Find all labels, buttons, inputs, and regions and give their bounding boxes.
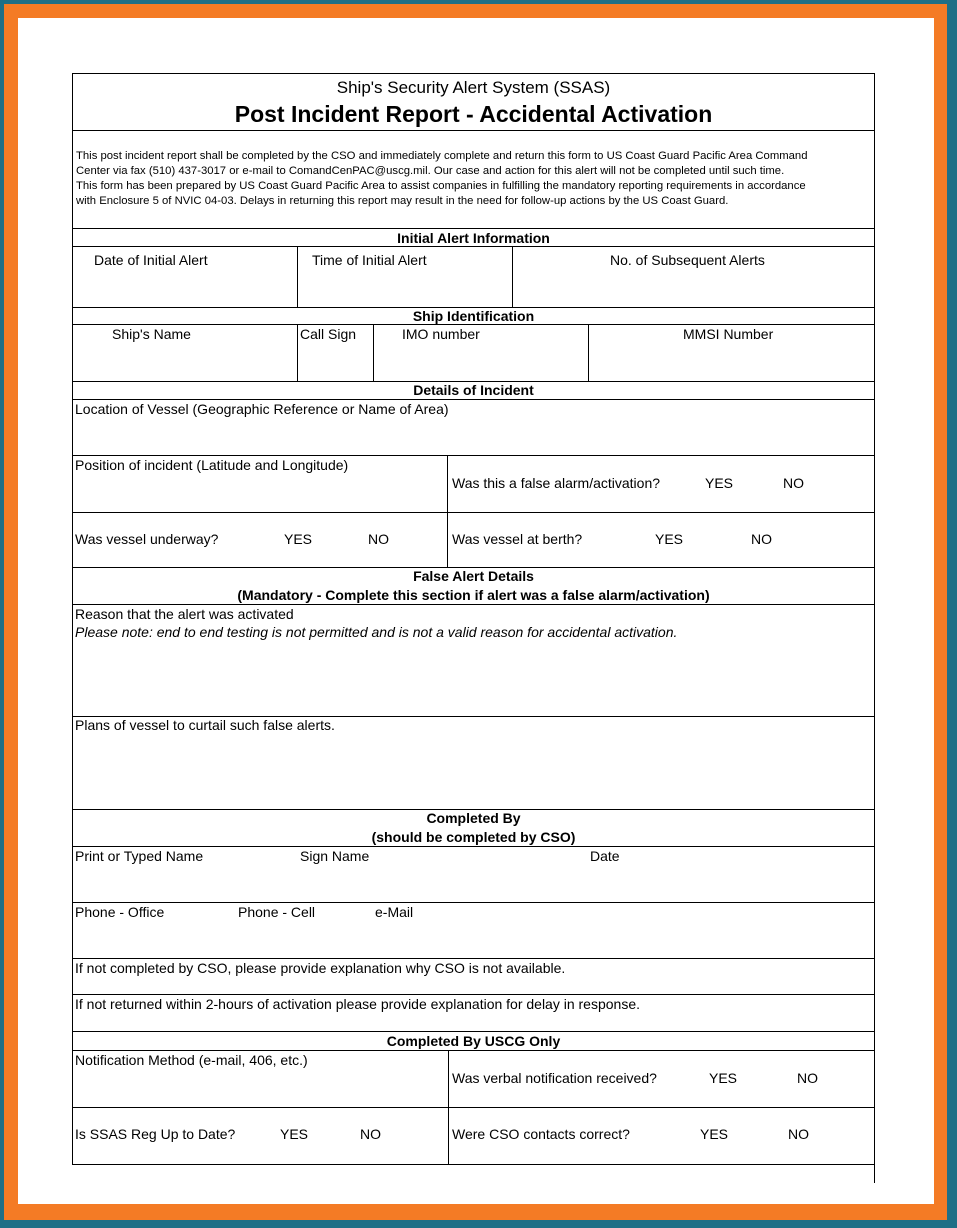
plans-label: Plans of vessel to curtail such false alerts. bbox=[75, 717, 335, 733]
sign-name-label: Sign Name bbox=[300, 848, 370, 864]
reason-note: Please note: end to end testing is not permitted and is not a valid reason for accidental activation. bbox=[75, 624, 678, 640]
completed-by-subheader: (should be completed by CSO) bbox=[371, 829, 576, 845]
berth-yes: YES bbox=[655, 531, 684, 547]
false-alarm-question: Was this a false alarm/activation? bbox=[452, 475, 661, 491]
intro-line: Center via fax (510) 437-3017 or e-mail to ComandCenPAC@uscg.mil. Our case and action for this alert will not be completed until such time. bbox=[76, 165, 785, 177]
reason-label: Reason that the alert was activated bbox=[75, 606, 294, 622]
notification-method-label: Notification Method (e-mail, 406, etc.) bbox=[75, 1052, 308, 1068]
intro-line: This form has been prepared by US Coast Guard Pacific Area to assist companies in fulfilling the mandatory reporting requirements in accordance bbox=[76, 180, 806, 192]
false-alarm-no: NO bbox=[783, 475, 804, 491]
subsequent-alerts-label: No. of Subsequent Alerts bbox=[610, 252, 765, 268]
verbal-no: NO bbox=[797, 1070, 818, 1086]
initial-alert-header: Initial Alert Information bbox=[397, 230, 550, 246]
cso-contacts-no: NO bbox=[788, 1126, 809, 1142]
cso-contacts-yes: YES bbox=[700, 1126, 729, 1142]
underway-question: Was vessel underway? bbox=[75, 531, 219, 547]
verbal-notification-question: Was verbal notification received? bbox=[452, 1070, 657, 1086]
phone-office-label: Phone - Office bbox=[75, 904, 165, 920]
ssas-reg-no: NO bbox=[360, 1126, 381, 1142]
not-returned-label: If not returned within 2-hours of activation please provide explanation for delay in response. bbox=[75, 996, 641, 1012]
time-initial-alert-label: Time of Initial Alert bbox=[312, 252, 427, 268]
underway-no: NO bbox=[368, 531, 389, 547]
details-incident-header: Details of Incident bbox=[413, 382, 534, 398]
date-label: Date bbox=[590, 848, 620, 864]
date-initial-alert-label: Date of Initial Alert bbox=[94, 252, 208, 268]
form-title: Ship's Security Alert System (SSAS) bbox=[336, 78, 611, 97]
ssas-reg-question: Is SSAS Reg Up to Date? bbox=[75, 1126, 236, 1142]
location-label: Location of Vessel (Geographic Reference or Name of Area) bbox=[75, 401, 449, 417]
cso-contacts-question: Were CSO contacts correct? bbox=[452, 1126, 630, 1142]
intro-text bbox=[76, 149, 872, 209]
position-label: Position of incident (Latitude and Longitude) bbox=[75, 457, 349, 473]
ssas-reg-yes: YES bbox=[280, 1126, 309, 1142]
call-sign-label: Call Sign bbox=[300, 326, 357, 342]
berth-question: Was vessel at berth? bbox=[452, 531, 583, 547]
incident-report-form bbox=[72, 73, 875, 1165]
berth-no: NO bbox=[751, 531, 772, 547]
imo-number-label: IMO number bbox=[402, 326, 480, 342]
phone-cell-label: Phone - Cell bbox=[238, 904, 316, 920]
ship-identification-header: Ship Identification bbox=[412, 308, 535, 324]
not-cso-label: If not completed by CSO, please provide explanation why CSO is not available. bbox=[75, 960, 566, 976]
false-alarm-yes: YES bbox=[705, 475, 734, 491]
uscg-header: Completed By USCG Only bbox=[386, 1033, 561, 1049]
false-alert-header: False Alert Details bbox=[413, 568, 534, 584]
form-subtitle: Post Incident Report - Accidental Activation bbox=[234, 101, 713, 127]
email-label: e-Mail bbox=[375, 904, 414, 920]
underway-yes: YES bbox=[284, 531, 313, 547]
ships-name-label: Ship's Name bbox=[112, 326, 191, 342]
completed-by-header: Completed By bbox=[426, 810, 521, 826]
intro-line: with Enclosure 5 of NVIC 04-03. Delays in returning this report may result in the need for follow-up actions by the US Coast Guard. bbox=[76, 195, 729, 207]
verbal-yes: YES bbox=[709, 1070, 738, 1086]
mmsi-number-label: MMSI Number bbox=[683, 326, 774, 342]
print-name-label: Print or Typed Name bbox=[75, 848, 204, 864]
intro-line: This post incident report shall be completed by the CSO and immediately complete and return this form to US Coast Guard Pacific Area Command bbox=[76, 150, 808, 162]
false-alert-subheader: (Mandatory - Complete this section if alert was a false alarm/activation) bbox=[237, 587, 710, 603]
